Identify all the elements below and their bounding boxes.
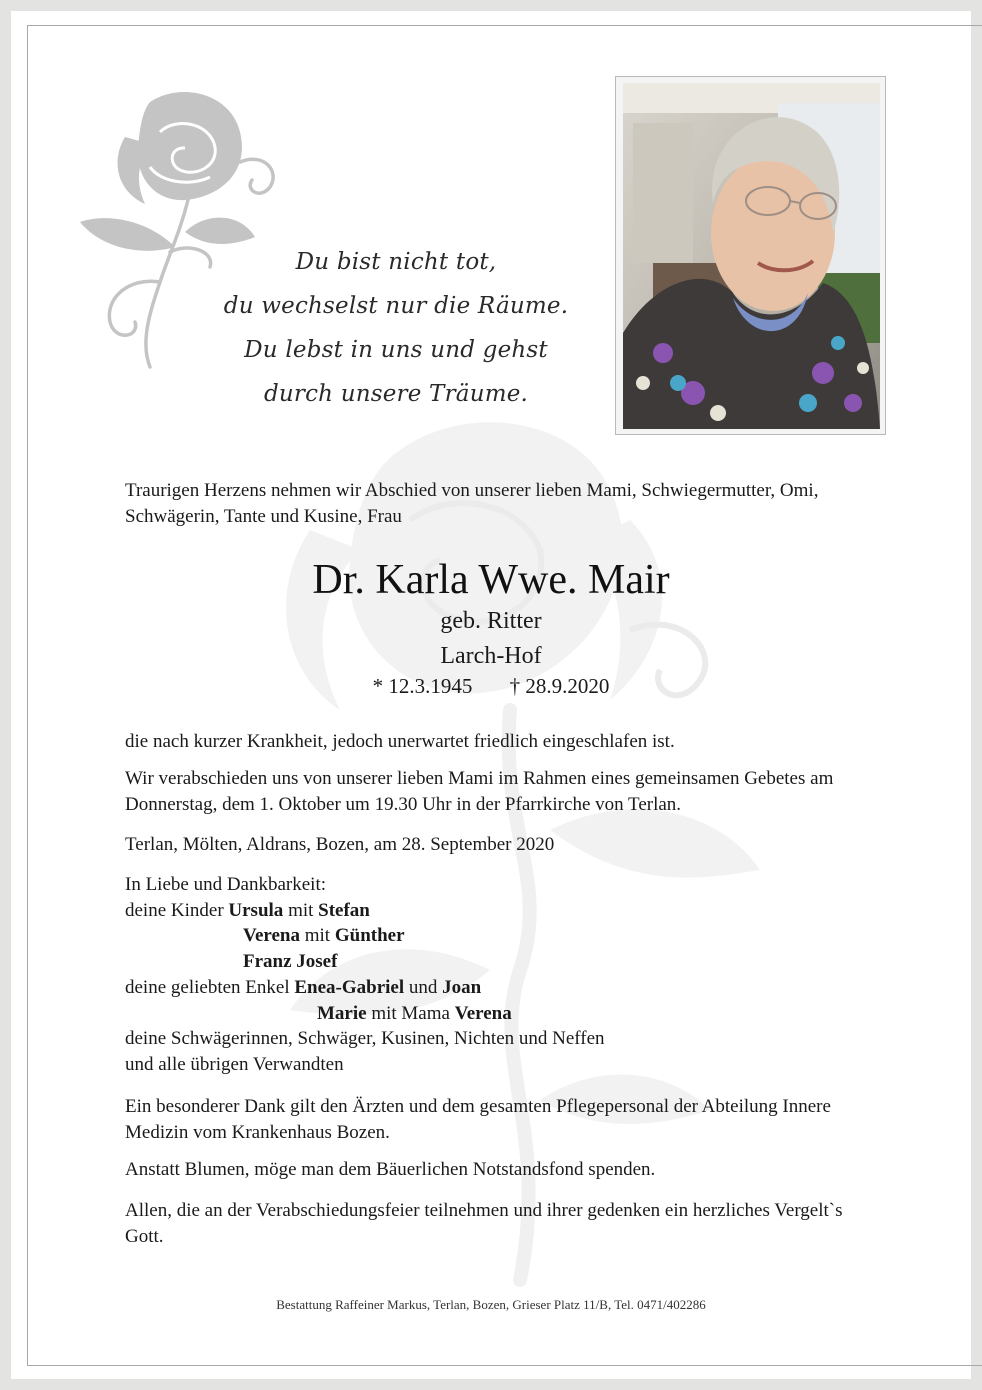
farm-name: Larch-Hof <box>440 643 542 669</box>
life-dates <box>0 672 982 700</box>
grandchild-name: Enea-Gabriel <box>294 976 405 998</box>
grandchildren-row <box>125 1001 605 1027</box>
portrait-photo <box>623 83 880 429</box>
poem <box>196 240 596 416</box>
intro-text: Traurigen Herzens nehmen wir Abschied von unserer lieben Mami, Schwiegermutter, Omi, Schwägerin, Tante und Kusine, Frau <box>125 480 819 527</box>
joiner: und <box>404 976 443 998</box>
closing-text: Allen, die an der Verabschiedungsfeier teilnehmen und ihrer gedenken ein herzliches Vergelt`s Gott. <box>125 1200 843 1247</box>
poem-line: durch unsere Träume. <box>263 381 529 407</box>
grandchildren-row <box>125 975 605 1001</box>
children-row <box>125 923 605 949</box>
relatives-row: und alle übrigen Verwandten <box>125 1053 344 1075</box>
child-name: Verena <box>243 925 300 947</box>
funeral-home-footer: Bestattung Raffeiner Markus, Terlan, Bozen, Grieser Platz 11/B, Tel. 0471/402286 <box>276 1297 706 1312</box>
children-prefix: deine Kinder <box>125 899 229 921</box>
family-list <box>125 872 605 1078</box>
joiner: mit Mama <box>366 1002 455 1024</box>
child-name: Franz Josef <box>243 951 338 973</box>
grandchild-name: Marie <box>317 1002 367 1024</box>
poem-line: Du lebst in uns und gehst <box>244 337 548 363</box>
relatives-row: deine Schwägerinnen, Schwäger, Kusinen, Nichten und Neffen <box>125 1028 605 1050</box>
thanks-text: Ein besonderer Dank gilt den Ärzten und dem gesamten Pflegepersonal der Abteilung Innere Medizin vom Krankenhaus Bozen. <box>125 1096 831 1143</box>
birth-name: geb. Ritter <box>440 608 542 634</box>
partner-name: Günther <box>334 925 405 947</box>
poem-line: du wechselst nur die Räume. <box>223 293 569 319</box>
photo-frame <box>615 76 886 435</box>
deceased-name: Dr. Karla Wwe. Mair <box>312 557 670 603</box>
grandchildren-prefix: deine geliebten Enkel <box>125 976 295 998</box>
family-opening: In Liebe und Dankbarkeit: <box>125 874 327 895</box>
joiner: mit <box>283 899 319 921</box>
death-note: die nach kurzer Krankheit, jedoch unerwartet friedlich eingeschlafen ist. <box>125 731 675 752</box>
birth-date: * 12.3.1945 <box>372 674 473 698</box>
children-row <box>125 949 605 975</box>
children-row <box>125 898 605 924</box>
poem-line: Du bist nicht tot, <box>295 249 497 275</box>
joiner: mit <box>300 925 335 947</box>
donation-text: Anstatt Blumen, möge man dem Bäuerlichen Notstandsfond spenden. <box>125 1159 656 1180</box>
place-date: Terlan, Mölten, Aldrans, Bozen, am 28. September 2020 <box>125 834 555 855</box>
mother-name: Verena <box>454 1002 512 1024</box>
partner-name: Stefan <box>318 899 370 921</box>
grandchild-name: Joan <box>442 976 482 998</box>
child-name: Ursula <box>228 899 284 921</box>
death-date: † 28.9.2020 <box>509 674 610 698</box>
ceremony-text: Wir verabschieden uns von unserer lieben Mami im Rahmen eines gemeinsamen Gebetes am Donnerstag, dem 1. Oktober um 19.30 Uhr in der Pfarrkirche von Terlan. <box>125 768 834 815</box>
